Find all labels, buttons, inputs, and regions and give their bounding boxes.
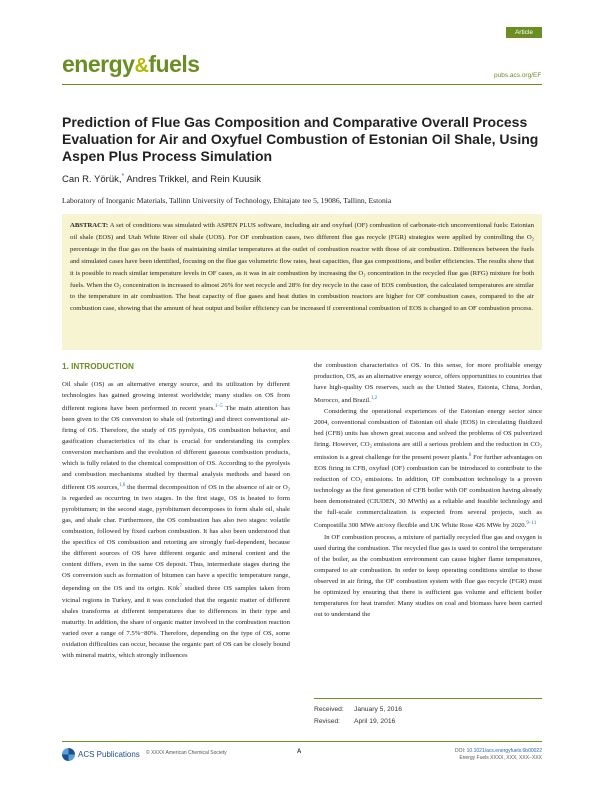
acs-logo-icon — [62, 748, 75, 761]
abstract-label: ABSTRACT: — [70, 222, 109, 229]
footer-divider — [62, 741, 542, 742]
corresponding-author-mark[interactable]: * — [121, 173, 125, 180]
journal-ampersand: & — [134, 55, 149, 77]
revised-row — [314, 716, 542, 728]
reference-link[interactable]: 9−11 — [526, 521, 537, 527]
right-column — [314, 360, 542, 620]
text-run: Considering the operational experiences of the Estonian energy sector since 2004, conventional combustion of Estonian oil shale (EOS) in circulating fluidized bed (CFB) units has shown great success and solved the problems of OS pulverized firing. However, CO₂ emissions are still a serious problem and the reduction in CO₂ emission is a great challenge for the present power plants. — [314, 408, 542, 462]
doi-link[interactable]: 10.1021/acs.energyfuels.6b00022 — [466, 748, 542, 754]
journal-name-part-a: energy — [62, 51, 135, 77]
author-list — [62, 173, 261, 185]
author-others[interactable]: Andres Trikkel, and Rein Kuusik — [124, 174, 261, 186]
intro-paragraph-3: In OF combustion process, a mixture of partially recycled flue gas and oxygen is used during the combustion. The recycled flue gas is used to control the temperature of the boiler, as the combustion environment can cause higher flame temperatures, compared to air combustion. In order to keep operating conditions similar to those observed in air firing, the OF combustion system with flue gas recycle (FGR) must be optimized by ensuring that there is sufficient gas volume and efficient boiler temperatures for heat transfer. Many studies on coal and biomass have been carried out to understand the — [314, 533, 542, 618]
text-run: For further advantages on EOS firing in CFB, oxyfuel (OF) combustion can be introduced to contribute to the reduction of CO₂ emissions. In addition, OF combustion technology is a proven technology as the first generation of CFB boiler with OF combustion having already been demonstrated (CIUDEN, 30 MWth) as a reliable and feasible technology and the full-scale commercialization is expected from several projects, such as Compostilla 300 MWe air/oxy flexible and UK White Rose 426 MWe by 2020. — [314, 454, 542, 530]
abstract-body: A set of conditions was simulated with ASPEN PLUS software, including air and oxyfuel (OF) combustion of carbonate-rich unconventional fuels: Estonian oil shale (EOS) and Utah White River oil shale (UOS). For OF combustion cases, two different flue gas recycle (FGR) strategies were applied by controlling the O₂ percentage in the flue gas on the basis of maintaining similar temperatures at the outlet of combustion reactor with those of air combustion. Differences between the fuels and simulated cases have been identified, focusing on the flue gas volumetric flow rates, heat capacities, flue gas compositions, and boiler efficiencies. The results show that it is possible to reach similar temperature levels in OF cases, as it was in air combustion by increasing the O₂ concentration in the recycled flue gas (RFG) mixture for both fuels. When the O₂ concentration is increased to almost 26% for wet recycle and 28% for dry recycle in the case of EOS combustion, the calculated temperatures are similar to the temperature in air combustion. The heat capacity of flue gases and heat duties in combustion reactors are higher for OF combustion cases, compared to the air combustion case, showing that the amount of heat output and boiler efficiency can be increased if conventional combustion of EOS is changed to an OF combustion process. — [70, 222, 534, 313]
journal-name-part-b: fuels — [148, 51, 200, 77]
article-title: Prediction of Flue Gas Composition and Comparative Overall Process Evaluation for Air and Oxyfuel Combustion of Estonian Oil Shale, Using Aspen Plus Process Simulation — [62, 114, 539, 164]
received-row — [314, 704, 542, 716]
copyright-notice: © XXXX American Chemical Society — [146, 750, 227, 756]
text-run: Oil shale (OS) as an alternative energy source, and its utilization by different technologies has gained growing interest worldwide; many studies on OS from different regions have been performed in recent years. — [62, 381, 290, 413]
section-title: INTRODUCTION — [68, 362, 134, 371]
doi-block — [430, 748, 542, 762]
abstract-box — [62, 214, 542, 350]
article-history — [314, 698, 542, 728]
publisher-name: ACS Publications — [78, 750, 140, 759]
intro-paragraph-2 — [314, 406, 542, 531]
text-run: The main attention has been given to the OS conversion to shale oil (retorting) and direct conventional air-firing of OS. Therefore, the study of OS pyrolysis, OS combustion behavior, and gasification characteristics of its char is crucial for understanding its complex conversion mechanism and the evolution of different gaseous combustion products, which is fully related to the chemical composition of OS. According to the pyrolysis and combustion mechanisms studied by thermal analysis methods and based on different OS sources, — [62, 405, 290, 492]
doi-label: DOI: — [454, 748, 467, 754]
reference-link[interactable]: 7 — [179, 584, 182, 590]
reference-link[interactable]: 1,2 — [370, 396, 378, 401]
abstract-text — [70, 220, 534, 315]
revised-date: April 19, 2016 — [354, 718, 396, 725]
intro-paragraph-1 — [62, 379, 290, 661]
section-heading-introduction — [62, 361, 290, 372]
reference-link[interactable]: 1,6 — [118, 483, 126, 489]
left-column — [62, 360, 290, 661]
reference-link[interactable]: 1−5 — [214, 404, 223, 409]
received-date: January 5, 2016 — [354, 706, 402, 713]
affiliation: Laboratory of Inorganic Materials, Tallinn University of Technology, Ehitajate tee 5, 19086, Tallinn, Estonia — [62, 196, 392, 205]
doi-line — [430, 748, 542, 755]
journal-logo — [62, 52, 200, 78]
received-label: Received: — [314, 706, 344, 713]
reference-link[interactable]: 8 — [468, 453, 472, 459]
text-run: the thermal decomposition of OS in the absence of air or O₂ is regarded as occurring in two stages. In the first stage, OS is heated to form pyrobitumen; in the second stage, pyrobitumen decomposes to form shale oil, shale gas, and shale char. Furthermore, the OS combustion has also two stages: volatile combustion, followed by fixed carbon combustion. It has also been understood that the specifics of OS combustion and retorting are strongly fuel-dependent, because the different sources of OS have different organic and mineral content and the content differs, even in the same OS deposit. Thus, intermediate stages during the OS conversion such as formation of bitumen can have a specific temperature range, depending on the OS and its origin. Kök — [62, 484, 290, 593]
revised-label: Revised: — [314, 718, 341, 725]
text-run: the combustion characteristics of OS. In this sense, for more profitable energy production, OS, as an alternative energy source, offers opportunities to countries that have high-quality OS reserves, such as the United States, Estonia, China, Jordan, Morocco, and Brazil. — [314, 362, 542, 405]
journal-url-link[interactable]: pubs.acs.org/EF — [494, 72, 542, 79]
page-number: A — [297, 749, 302, 755]
author-1[interactable]: Can R. Yörük, — [62, 174, 122, 186]
text-run: studied three OS samples taken from vicinal regions in Turkey, and it was concluded that the organic matter of different shales transforms at different temperatures due to differences in their type and maturity. In addition, the share of organic matter involved in the combustion reaction varied over a range of 7.5%−80%. Therefore, depending on the type of OS, some oxidation difficulties can occur, because the organic part of OS can be closely bound with mineral matrix, which strongly influences — [62, 585, 290, 659]
publisher-logo[interactable] — [62, 748, 140, 761]
section-number: 1. — [62, 362, 69, 371]
header-divider — [62, 84, 542, 85]
intro-paragraph-continued — [314, 360, 542, 406]
article-type-badge: Article — [506, 27, 542, 38]
citation-line: Energy Fuels XXXX, XXX, XXX−XXX — [459, 755, 542, 761]
